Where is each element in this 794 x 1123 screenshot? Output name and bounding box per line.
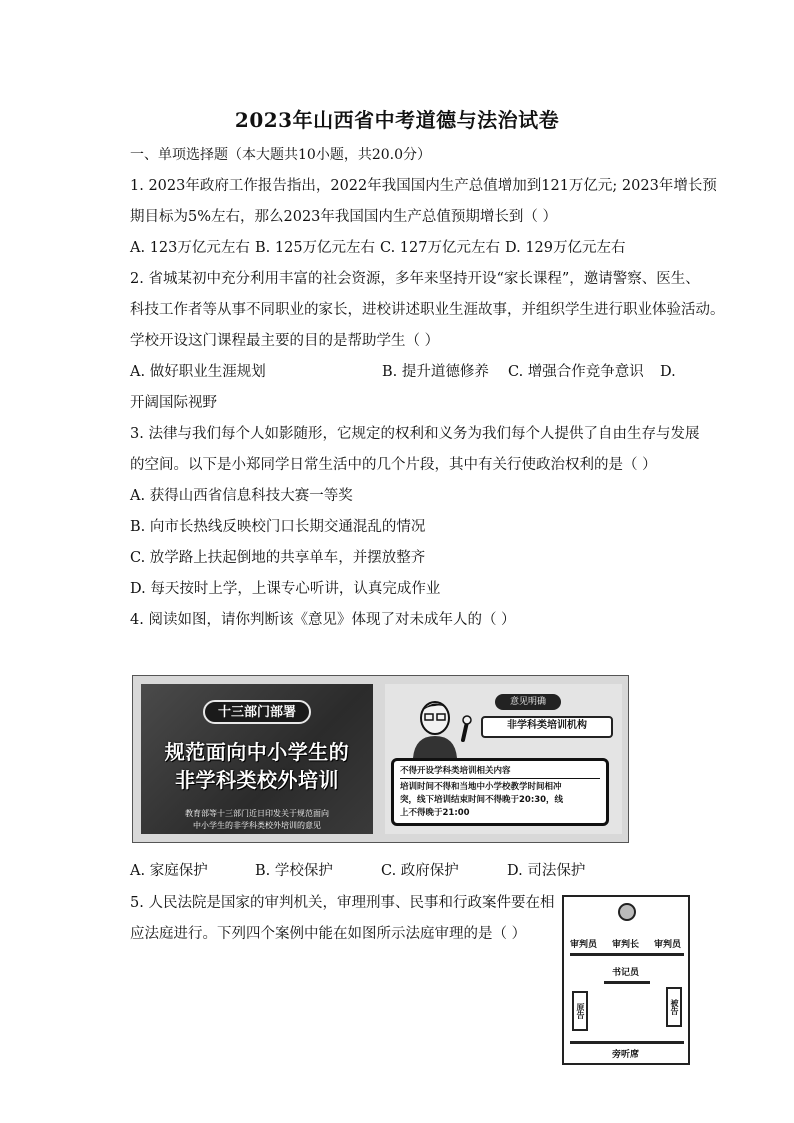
q1-option-d: D. 129万亿元左右 xyxy=(505,240,626,256)
opinion-tag: 意见明确 xyxy=(495,694,561,710)
q5-text-line-2: 应法庭进行。下列四个案例中能在如图所示法庭审理的是（ ） xyxy=(130,926,527,942)
q4-option-c: C. 政府保护 xyxy=(381,863,459,879)
defendant-box: 被告 xyxy=(666,987,682,1027)
national-emblem-icon xyxy=(618,903,636,921)
q4-options xyxy=(130,861,585,881)
q2-text-line-1: 2. 省城某初中充分利用丰富的社会资源，多年来坚持开设“家长课程”，邀请警察、医生、 xyxy=(130,271,700,287)
q2-text-line-3: 学校开设这门课程最主要的目的是帮助学生（ ） xyxy=(130,333,440,349)
q2-option-b: B. 提升道德修养 xyxy=(382,364,489,380)
q5-text-line-1: 5. 人民法院是国家的审判机关，审理刑事、民事和行政案件要在相 xyxy=(130,895,555,911)
clerk-label: 书记员 xyxy=(612,968,640,978)
news-note-2: 中小学生的非学科类校外培训的意见 xyxy=(193,821,321,830)
gallery-bar xyxy=(570,1041,684,1044)
bench-bar xyxy=(570,953,684,956)
rule-line-3: 上不得晚于21:00 xyxy=(400,808,470,818)
news-right-panel xyxy=(385,684,622,834)
q3-option-c: C. 放学路上扶起倒地的共享单车，并摆放整齐 xyxy=(130,550,426,566)
q1-options xyxy=(130,238,626,258)
q3-option-d: D. 每天按时上学，上课专心听讲，认真完成作业 xyxy=(130,581,441,597)
opinion-rule-box xyxy=(391,758,609,826)
q1-text-line-2: 期目标为5%左右，那么2023年我国国内生产总值预期增长到（ ） xyxy=(130,209,558,225)
section-heading: 一、单项选择题（本大题共10小题，共20.0分） xyxy=(130,147,431,163)
q4-news-image xyxy=(132,675,629,843)
rule-line-2: 突，线下培训结束时间不得晚于20:30，线 xyxy=(400,795,564,805)
gallery-label: 旁听席 xyxy=(612,1050,640,1060)
q3-text-line-1: 3. 法律与我们每个人如影随形，它规定的权利和义务为我们每个人提供了自由生存与发展 xyxy=(130,426,700,442)
plaintiff-box: 原告 xyxy=(572,991,588,1031)
opinion-subhead: 非学科类培训机构 xyxy=(481,716,613,738)
q2-option-d: D. xyxy=(660,364,676,380)
q2-option-d-text: 开阔国际视野 xyxy=(130,395,217,411)
q1-option-a: A. 123万亿元左右 xyxy=(130,240,250,256)
q3-option-a: A. 获得山西省信息科技大赛一等奖 xyxy=(130,488,353,504)
news-note-1: 教育部等十三部门近日印发关于规范面向 xyxy=(185,809,329,818)
judge-left-label: 审判员 xyxy=(570,940,598,950)
q2-text-line-2: 科技工作者等从事不同职业的家长，进校讲述职业生涯故事，并组织学生进行职业体验活动。 xyxy=(130,302,725,318)
news-left-panel xyxy=(141,684,373,834)
chief-judge-label: 审判长 xyxy=(612,940,640,950)
cartoon-person-icon xyxy=(403,696,473,758)
q1-option-b: B. 125万亿元左右 xyxy=(255,240,376,256)
rule-line-1: 培训时间不得和当地中小学校教学时间相冲 xyxy=(400,782,562,792)
q3-option-b: B. 向市长热线反映校门口长期交通混乱的情况 xyxy=(130,519,426,535)
q1-option-c: C. 127万亿元左右 xyxy=(380,240,500,256)
q4-option-d: D. 司法保护 xyxy=(507,863,586,879)
page-title: 2023年山西省中考道德与法治试卷 xyxy=(234,108,560,132)
q5-courtroom-diagram xyxy=(562,895,690,1065)
q4-text-line-1: 4. 阅读如图，请你判断该《意见》体现了对未成年人的（ ） xyxy=(130,612,516,628)
rule-title: 不得开设学科类培训相关内容 xyxy=(400,765,600,779)
news-headline-1: 规范面向中小学生的 xyxy=(164,740,350,764)
news-headline-2: 非学科类校外培训 xyxy=(175,768,339,792)
q1-text-line-1: 1. 2023年政府工作报告指出，2022年我国国内生产总值增加到121万亿元; 2023年增长预 xyxy=(130,178,717,194)
judge-right-label: 审判员 xyxy=(654,940,682,950)
news-badge: 十三部门部署 xyxy=(203,700,311,724)
q4-option-a: A. 家庭保护 xyxy=(130,863,208,879)
q2-option-a: A. 做好职业生涯规划 xyxy=(130,364,266,380)
q3-text-line-2: 的空间。以下是小郑同学日常生活中的几个片段，其中有关行使政治权利的是（ ） xyxy=(130,457,657,473)
q2-options xyxy=(130,362,676,382)
clerk-desk-bar xyxy=(604,981,650,984)
q4-option-b: B. 学校保护 xyxy=(255,863,333,879)
q2-option-c: C. 增强合作竞争意识 xyxy=(508,364,644,380)
